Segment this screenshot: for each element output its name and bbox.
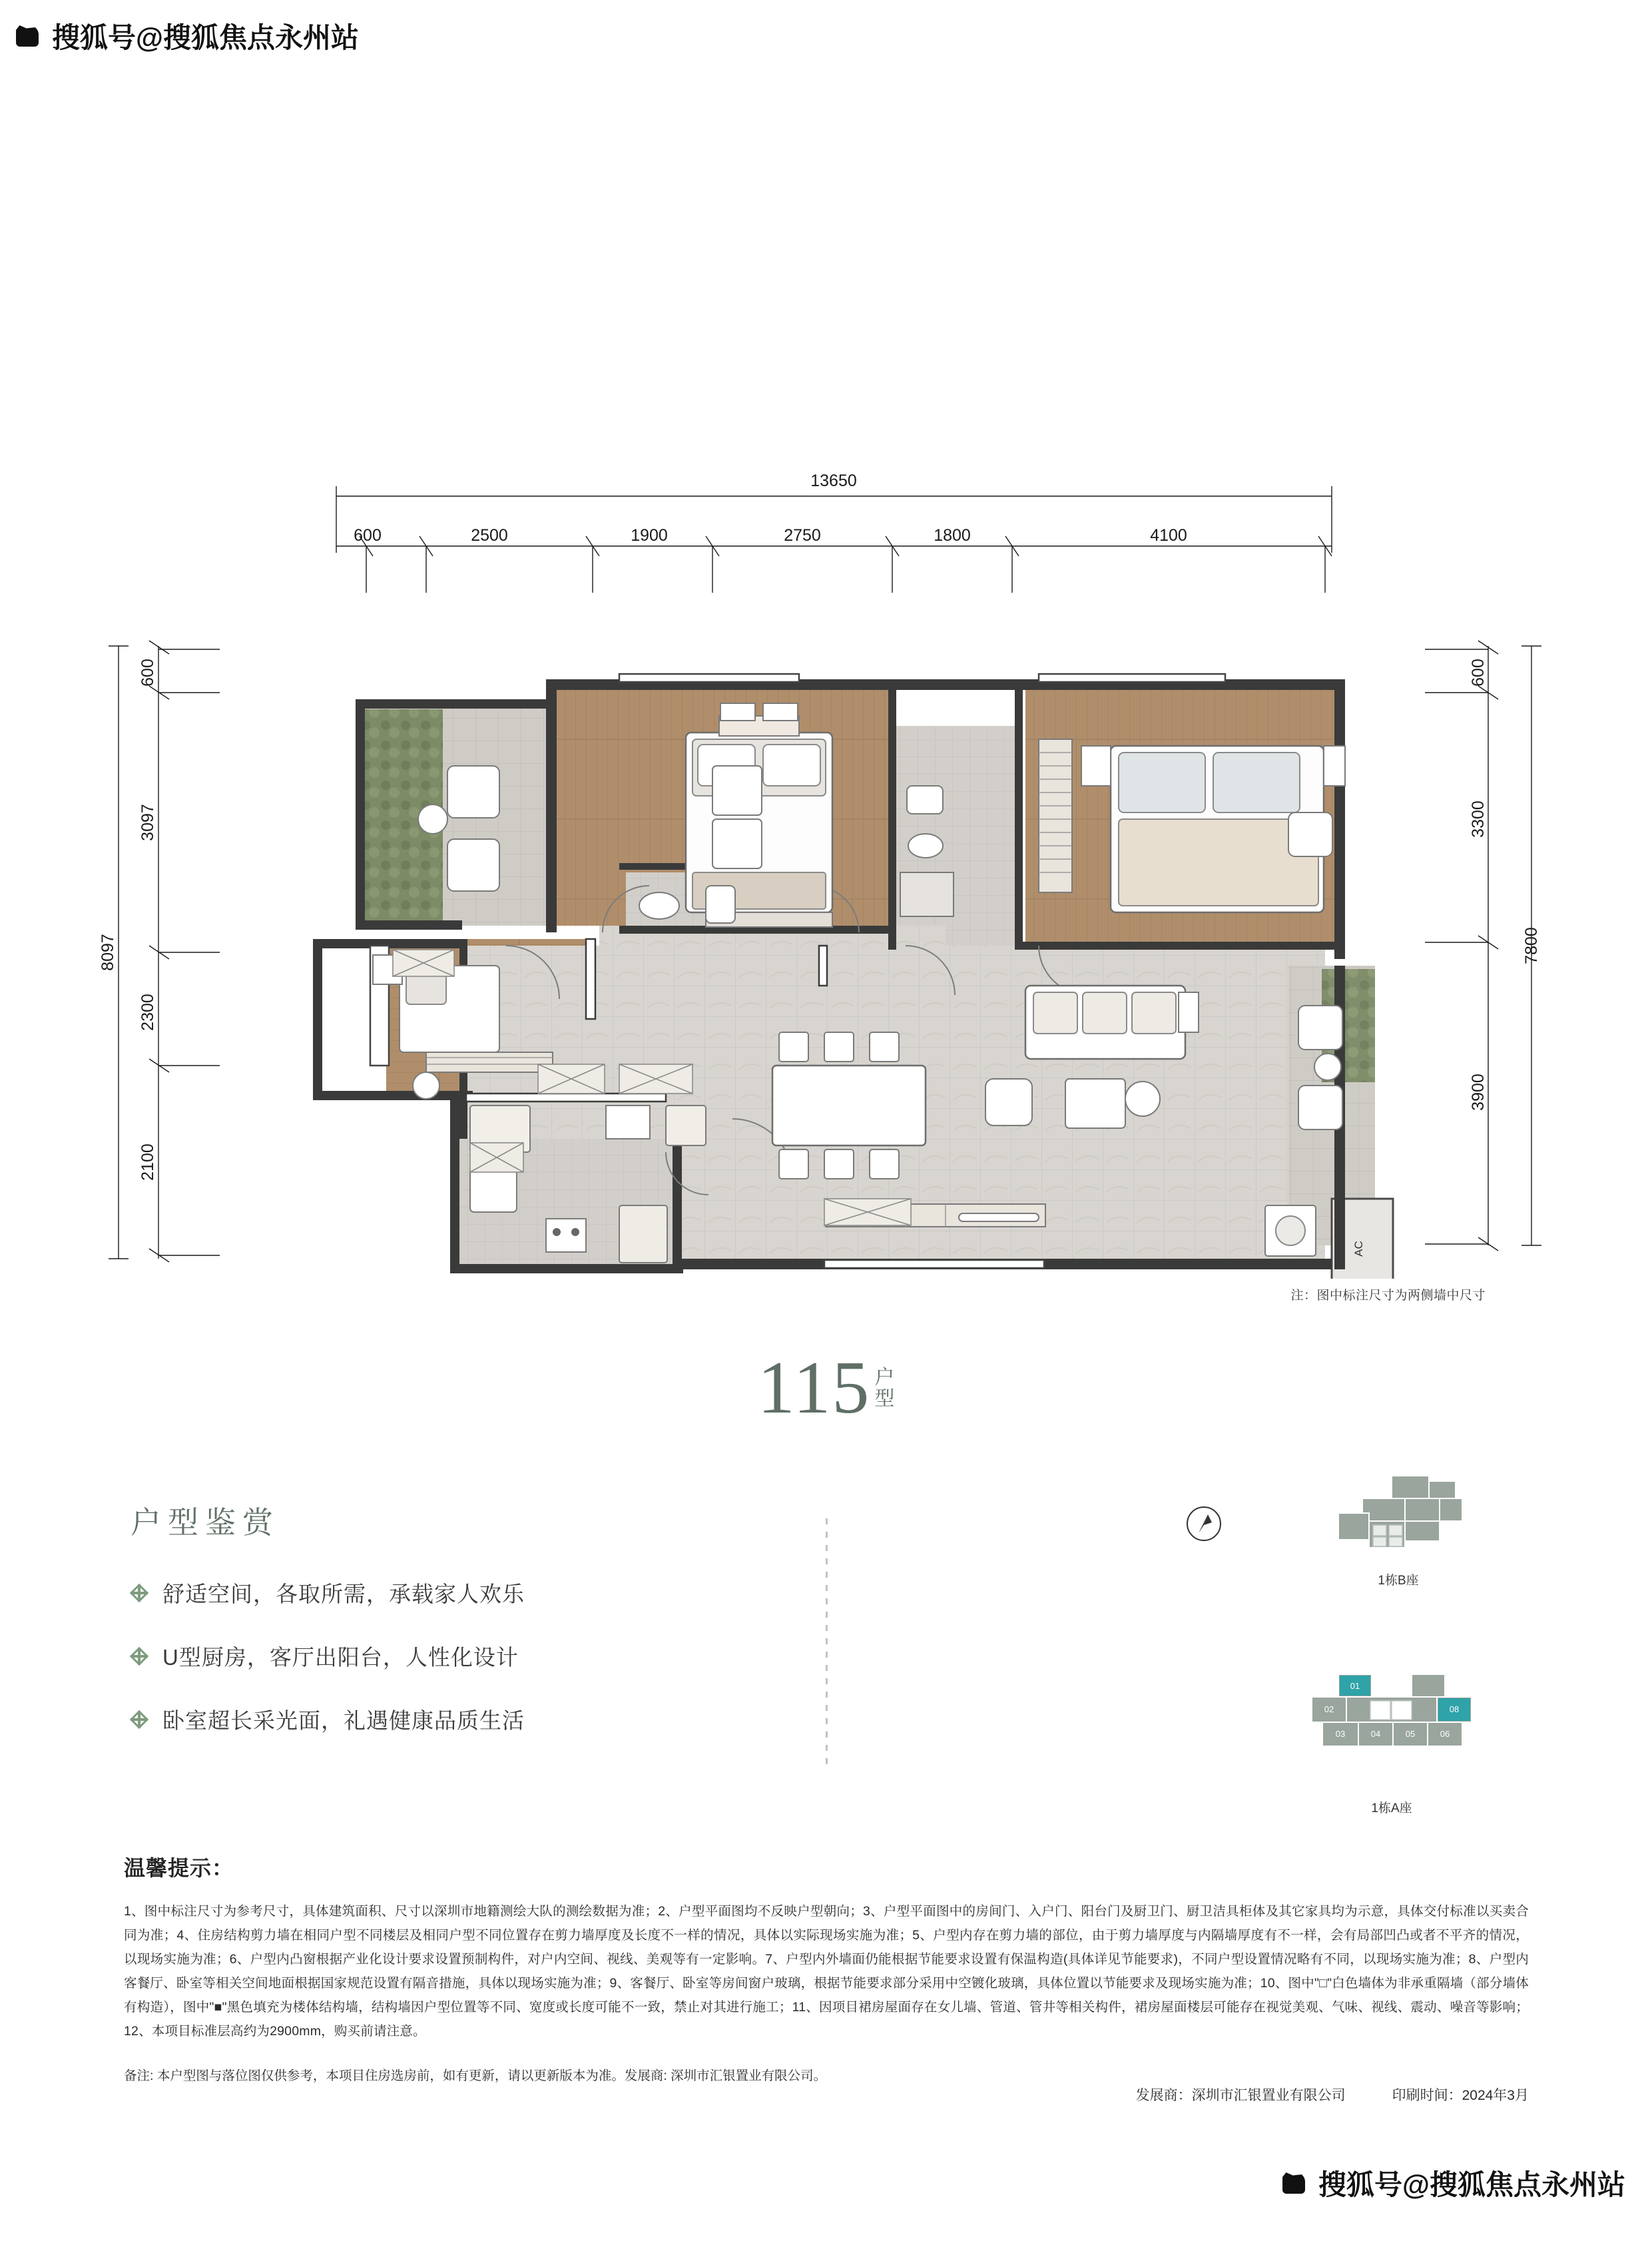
dim-right-seg-0: 600 (1469, 659, 1488, 687)
sohu-logo-icon (1280, 2168, 1309, 2198)
key-plan-unit-04: 04 (1370, 1729, 1381, 1739)
key-plan-building-a (1285, 1672, 1498, 1815)
compass-icon (1185, 1505, 1223, 1542)
appreciation-item-text: 舒适空间，各取所需，承载家人欢乐 (162, 1582, 525, 1606)
appreciation-item-text: 卧室超长采光面，礼遇健康品质生活 (162, 1708, 525, 1733)
star-bullet-icon (131, 1711, 148, 1728)
tips-section (124, 1851, 1529, 2088)
star-bullet-icon (131, 1584, 148, 1602)
unit-area-number: 115 (757, 1347, 871, 1429)
dim-top-seg-4: 1800 (934, 526, 971, 545)
page-title (0, 1345, 1652, 1431)
key-plan-unit-03: 03 (1335, 1729, 1346, 1739)
footer (124, 2084, 1529, 2104)
dim-right-seg-1: 3300 (1469, 801, 1488, 838)
dim-top-seg-5: 4100 (1150, 526, 1187, 545)
dim-left-total: 8097 (99, 934, 117, 971)
ac-label: AC (1352, 1241, 1365, 1257)
dim-top-seg-0: 600 (354, 526, 382, 545)
key-plan-label-b: 1栋B座 (1378, 1574, 1419, 1588)
dim-right-seg-2: 3900 (1469, 1074, 1488, 1111)
dim-left-seg-2: 2300 (138, 994, 157, 1031)
key-plan-unit-08: 08 (1449, 1704, 1460, 1714)
watermark-bottom-text: 搜狐号@搜狐焦点永州站 (1318, 2169, 1625, 2200)
key-plan-label-a: 1栋A座 (1371, 1801, 1412, 1815)
footer-print-date: 印刷时间：2024年3月 (1392, 2088, 1529, 2103)
unit-type-char-2: 型 (874, 1387, 895, 1410)
dim-right-total: 7800 (1522, 927, 1541, 964)
tips-body: 1、图中标注尺寸为参考尺寸，具体建筑面积、尺寸以深圳市地籍测绘大队的测绘数据为准；2、户型平面图均不反映户型朝向；3、户型平面图中的房间门、入户门、阳台门及厨卫门、厨卫洁具柜体及其它家具均为示意，具体交付标准以买卖合同为准；4、住房结构剪力墙在相同户型不同楼层及相同户型不同位置存在剪力墙厚度及长度不一样的情况，具体以实际现场实施为准；5、户型内存在剪力墙的部位，由于剪力墙厚度与内隔墙厚度有不一样，会有局部凹凸或者不平齐的情况，以现场实施为准；6、户型内凸窗根据产业化设计要求设置预制构件，对户内空间、视线、美观等有一定影响。7、户型内外墙面仍能根据节能要求设置有保温构造(具体详见节能要求)，不同户型设置情况略有不同，以现场实施为准；8、户型内客餐厅、卧室等相关空间地面根据国家规范设置有隔音措施，具体以现场实施为准；9、客餐厅、卧室等房间窗户玻璃，根据节能要求部分采用中空镀化玻璃，具体位置以节能要求及现场实施为准；10、图中"□"白色墙体为非承重隔墙（部分墙体有构造），图中"■"黑色填充为楼体结构墙，结构墙因户型位置等不同、宽度或长度可能不一致，禁止对其进行施工；11、因项目裙房屋面存在女儿墙、管道、管井等相关构件，裙房屋面楼层可能存在视觉美观、气味、视线、震动、噪音等影响；12、本项目标准层高约为2900mm，购买前请注意。 (124, 1904, 1529, 2039)
watermark-bottom (1280, 2163, 1625, 2203)
dimension-left (109, 641, 220, 1262)
key-plan-unit-01: 01 (1350, 1681, 1360, 1691)
building-b-diagram (1312, 1472, 1485, 1572)
appreciation-heading: 户型鉴赏 (131, 1505, 280, 1540)
key-plan (1172, 1472, 1545, 1825)
appreciation-list (131, 1577, 876, 1735)
appreciation-section (131, 1498, 876, 1767)
dim-left-seg-3: 2100 (138, 1143, 157, 1181)
key-plan-building-b (1312, 1472, 1485, 1588)
dim-top-seg-3: 2750 (784, 526, 821, 545)
plan-note: 注：图中标注尺寸为两侧墙中尺寸 (1290, 1289, 1486, 1303)
footer-developer: 发展商：深圳市汇银置业有限公司 (1135, 2088, 1346, 2103)
dim-left-seg-1: 3097 (138, 804, 157, 841)
unit-type-char-1: 户 (874, 1367, 895, 1389)
key-plan-unit-06: 06 (1440, 1729, 1450, 1739)
sohu-logo-icon (13, 21, 43, 51)
dim-top-seg-2: 1900 (631, 526, 668, 545)
key-plan-unit-02: 02 (1324, 1704, 1334, 1714)
key-plan-unit-05: 05 (1405, 1729, 1416, 1739)
tips-remark: 备注: 本户型图与落位图仅供参考，本项目住房选房前，如有更新，请以更新版本为准。发展商: 深圳市汇银置业有限公司。 (124, 2069, 827, 2084)
unit-type-suffix (874, 1367, 894, 1409)
star-bullet-icon (131, 1648, 148, 1665)
dim-top-seg-1: 2500 (471, 526, 508, 545)
dim-top-total: 13650 (810, 472, 857, 490)
list-item (131, 1704, 876, 1735)
floor-plan (0, 220, 1652, 1279)
watermark-top-text: 搜狐号@搜狐焦点永州站 (52, 22, 359, 53)
building-a-diagram (1285, 1672, 1498, 1795)
list-item (131, 1640, 876, 1672)
section-divider (826, 1518, 828, 1765)
dim-left-seg-0: 600 (138, 659, 157, 687)
appreciation-item-text: U型厨房，客厅出阳台，人性化设计 (162, 1645, 519, 1670)
watermark-top (13, 16, 359, 56)
list-item (131, 1577, 876, 1608)
furniture-washer (1265, 1205, 1316, 1256)
key-plan-unit-07: 07 (1449, 1681, 1460, 1691)
tips-heading: 温馨提示： (124, 1856, 234, 1880)
